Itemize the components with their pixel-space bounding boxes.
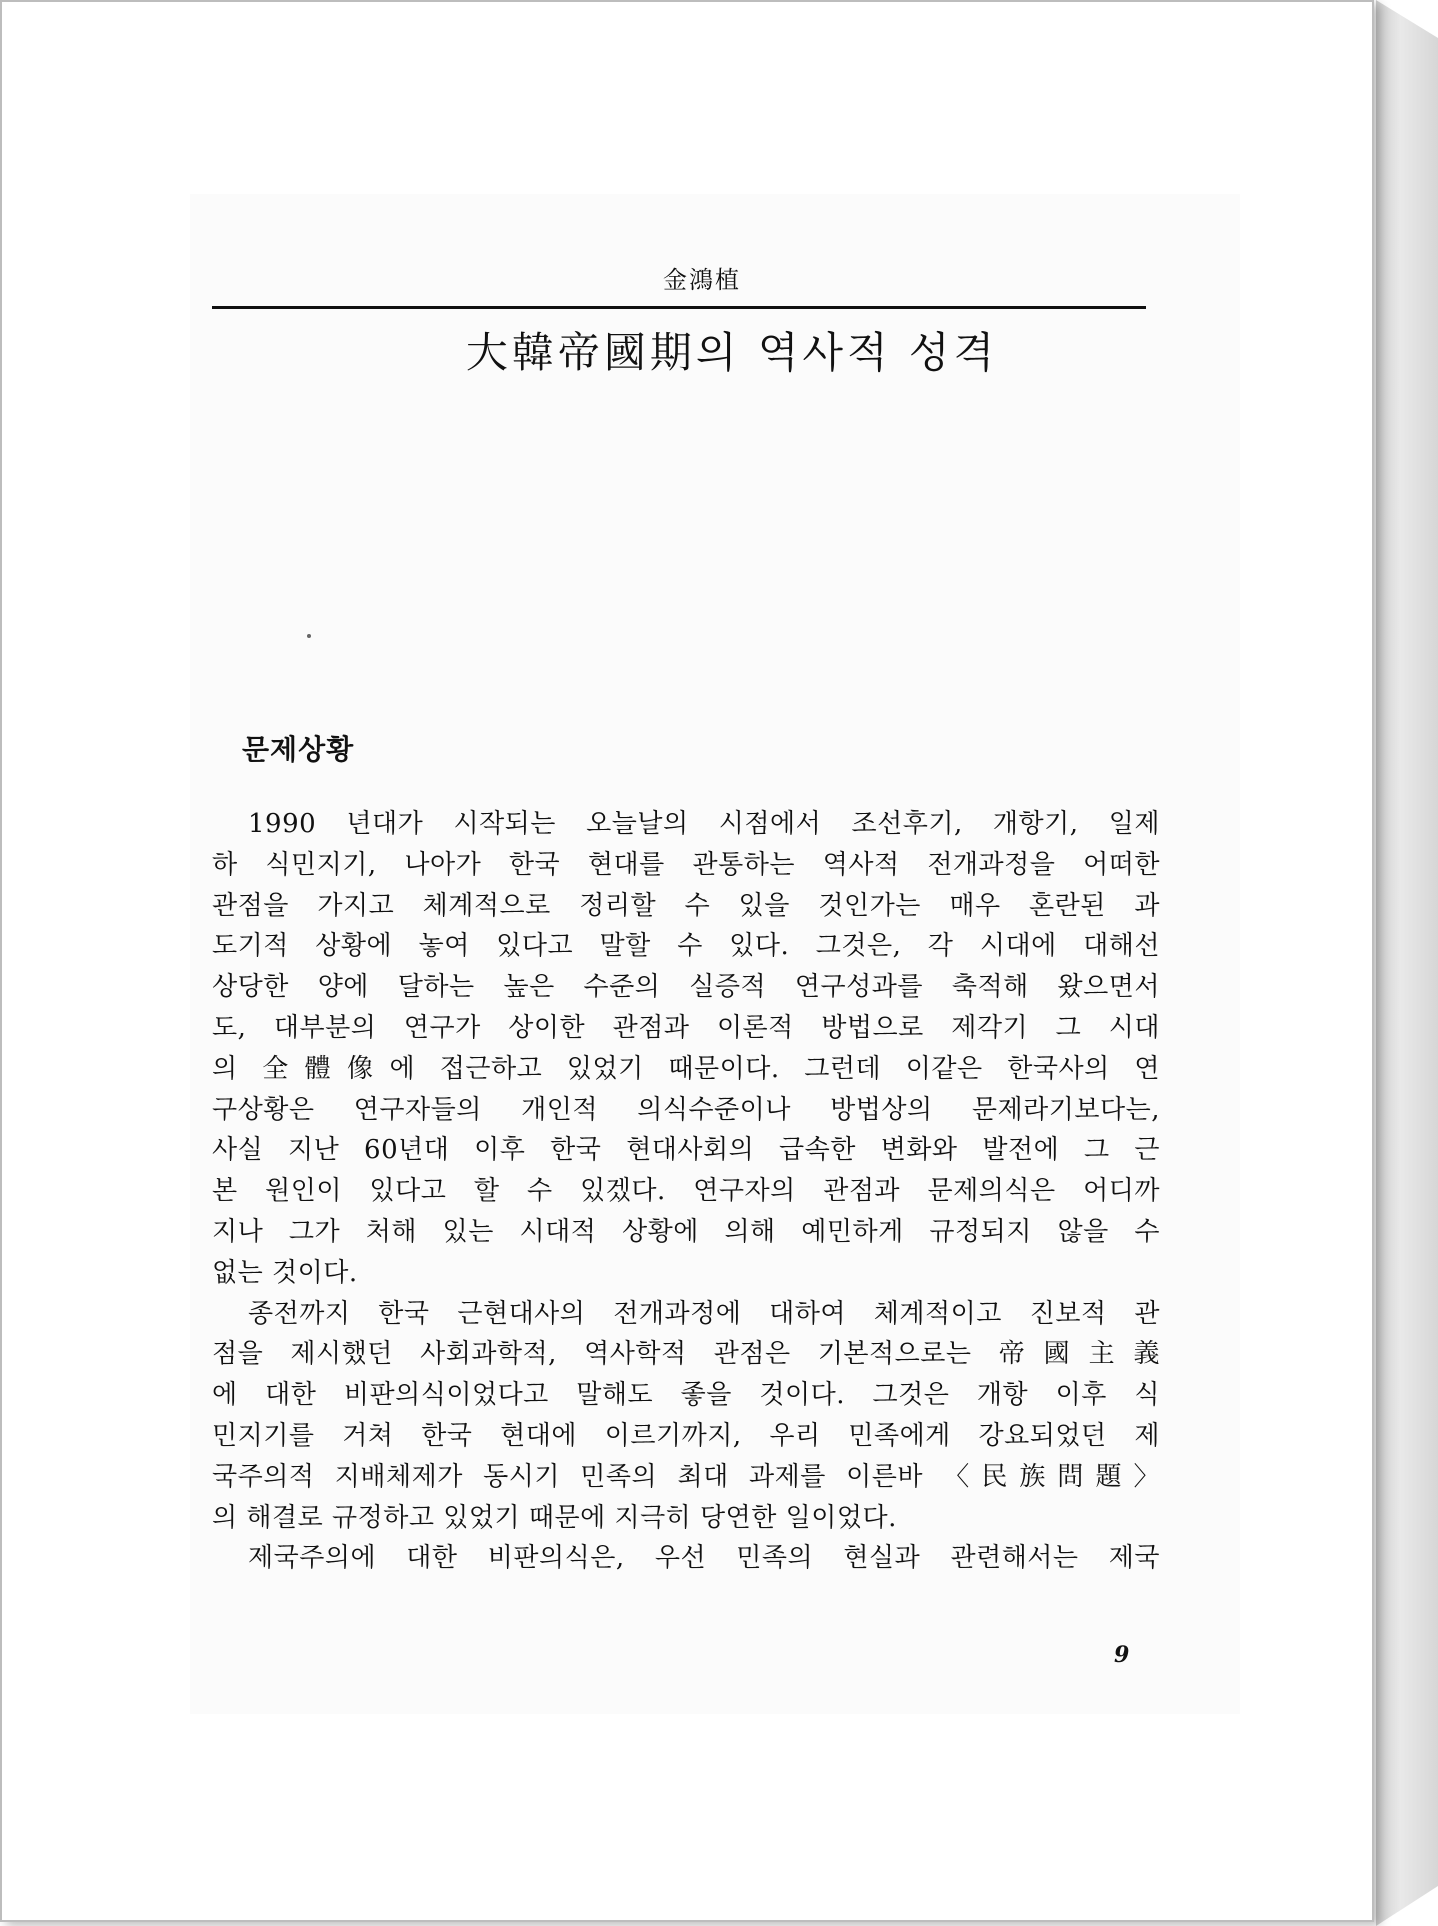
- author-name: 金鴻植: [663, 266, 741, 294]
- text-line: 관점을 가지고 체계적으로 정리할 수 있을 것인가는 매우 혼란된 과: [212, 890, 1160, 921]
- section-heading: 문제상황: [242, 733, 355, 766]
- text-line: 1990 년대가 시작되는 오늘날의 시점에서 조선후기, 개항기, 일제: [248, 809, 1160, 839]
- body-text: [212, 804, 1160, 1579]
- page-number: 9: [1114, 1642, 1130, 1668]
- text-line: 종전까지 한국 근현대사의 전개과정에 대하여 체계적이고 진보적 관: [248, 1298, 1160, 1329]
- text-line: 에 대한 비판의식이었다고 말해도 좋을 것이다. 그것은 개항 이후 식: [212, 1380, 1160, 1411]
- text-line: 없는 것이다.: [212, 1257, 358, 1288]
- text-line: 의 해결로 규정하고 있었기 때문에 지극히 당연한 일이었다.: [212, 1502, 897, 1533]
- text-line: 본 원인이 있다고 할 수 있겠다. 연구자의 관점과 문제의식은 어디까: [212, 1176, 1160, 1207]
- scan-speck: [307, 634, 311, 638]
- text-line: 점을 제시했던 사회과학적, 역사학적 관점은 기본적으로는 帝國主義: [212, 1339, 1160, 1370]
- text-line: 사실 지난 60년대 이후 한국 현대사회의 급속한 변화와 발전에 그 근: [212, 1135, 1160, 1166]
- text-line: 지나 그가 처해 있는 시대적 상황에 의해 예민하게 규정되지 않을 수: [212, 1216, 1160, 1247]
- book-page-stack-edge: [1376, 0, 1438, 1926]
- text-line: 도, 대부분의 연구가 상이한 관점과 이론적 방법으로 제각기 그 시대: [212, 1012, 1160, 1043]
- text-line: 하 식민지기, 나아가 한국 현대를 관통하는 역사적 전개과정을 어떠한: [212, 849, 1160, 880]
- text-line: 민지기를 거쳐 한국 현대에 이르기까지, 우리 민족에게 강요되었던 제: [212, 1420, 1160, 1451]
- text-line: 제국주의에 대한 비판의식은, 우선 민족의 현실과 관련해서는 제국: [248, 1543, 1160, 1574]
- article-title: 大韓帝國期의 역사적 성격: [465, 328, 999, 377]
- header-divider: [212, 306, 1146, 309]
- text-line: 도기적 상황에 놓여 있다고 말할 수 있다. 그것은, 각 시대에 대해선: [212, 931, 1160, 962]
- text-line: 의 全體像에 접근하고 있었기 때문이다. 그런데 이같은 한국사의 연: [212, 1053, 1160, 1084]
- text-line: 상당한 양에 달하는 높은 수준의 실증적 연구성과를 축적해 왔으면서: [212, 972, 1160, 1003]
- text-line: 국주의적 지배체제가 동시기 민족의 최대 과제를 이른바 〈民族問題〉: [212, 1461, 1160, 1492]
- text-line: 구상황은 연구자들의 개인적 의식수준이나 방법상의 문제라기보다는,: [212, 1094, 1160, 1125]
